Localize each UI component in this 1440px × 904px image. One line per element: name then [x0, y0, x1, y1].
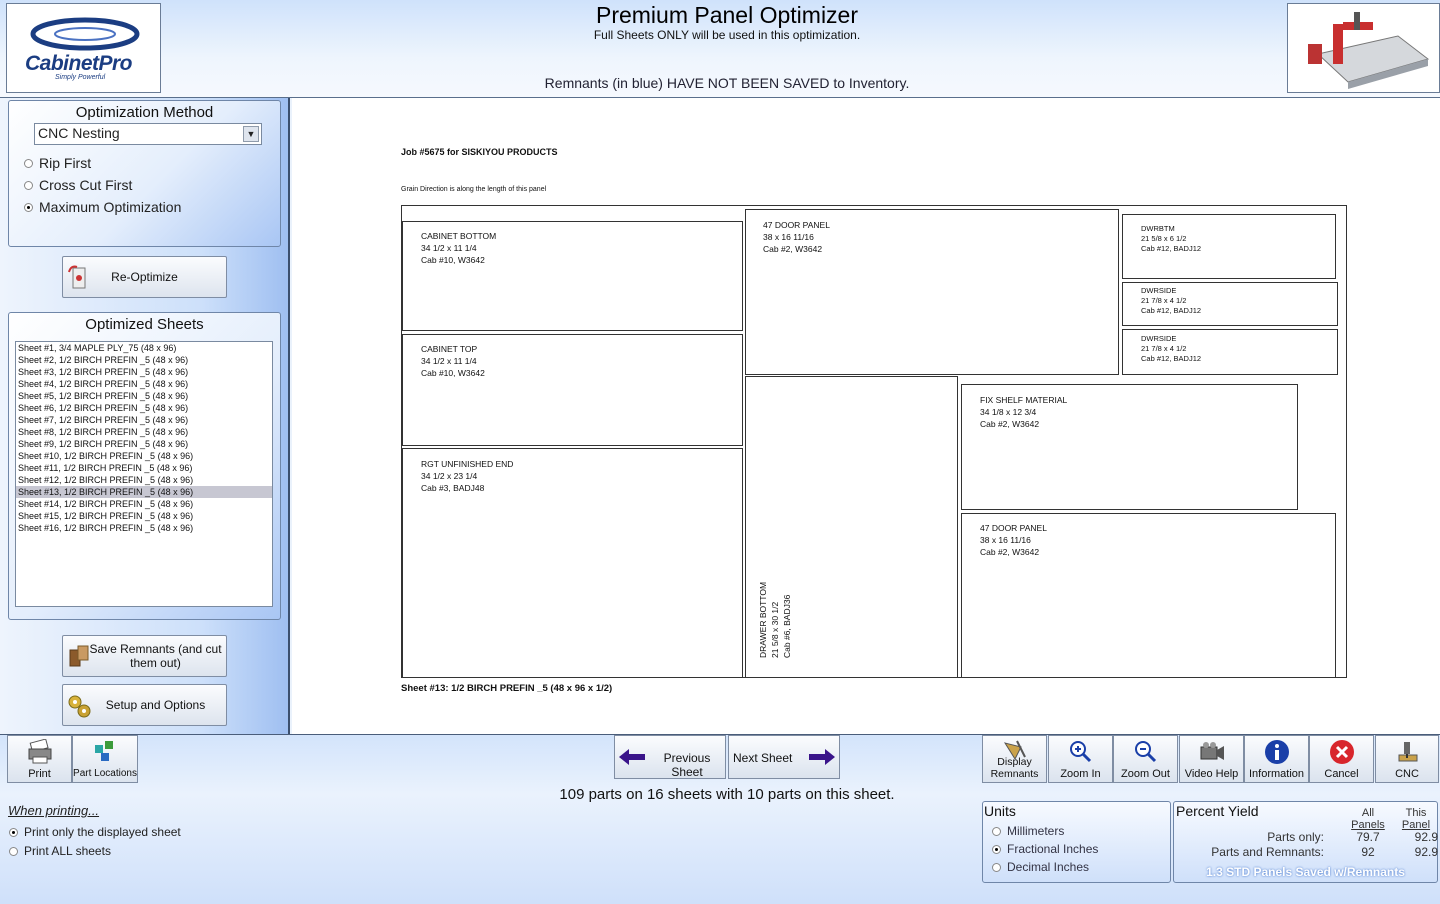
sheet-list-item[interactable]: Sheet #2, 1/2 BIRCH PREFIN _5 (48 x 96) — [18, 355, 189, 365]
part-size: 21 7/8 x 4 1/2 — [1141, 344, 1187, 353]
remnant-boards-icon — [67, 644, 91, 670]
status-summary: 109 parts on 16 sheets with 10 parts on this sheet. — [559, 786, 895, 803]
yield-col-all: All Panels — [1351, 807, 1385, 831]
info-icon — [1263, 739, 1291, 765]
setup-options-button[interactable]: Setup and Options — [62, 684, 227, 726]
cnc-machine-icon — [1288, 4, 1440, 94]
chevron-down-icon[interactable]: ▼ — [243, 126, 259, 142]
part-name: CABINET BOTTOM — [421, 231, 497, 241]
print-button[interactable]: Print — [7, 735, 72, 783]
part-size: 21 7/8 x 4 1/2 — [1141, 296, 1187, 305]
radio-millimeters[interactable]: Millimeters — [992, 824, 1064, 838]
part-size: 21 5/8 x 6 1/2 — [1141, 234, 1187, 243]
radio-icon — [992, 845, 1001, 854]
sheet-list-item[interactable]: Sheet #8, 1/2 BIRCH PREFIN _5 (48 x 96) — [18, 427, 189, 437]
grain-direction-note: Grain Direction is along the length of this panel — [401, 186, 547, 193]
part-size: 21 5/8 x 30 1/2 — [770, 601, 780, 658]
sheet-list-item[interactable]: Sheet #6, 1/2 BIRCH PREFIN _5 (48 x 96) — [18, 403, 189, 413]
cabinetpro-logo: CabinetPro Simply Powerful — [6, 3, 161, 93]
part-cab: Cab #6, BADJ36 — [782, 594, 792, 658]
page-title: Premium Panel Optimizer — [595, 2, 859, 28]
sheet-list-item[interactable]: Sheet #10, 1/2 BIRCH PREFIN _5 (48 x 96) — [18, 451, 194, 461]
part-label — [980, 394, 1067, 430]
gears-icon — [66, 693, 92, 719]
zoom-out-icon — [1132, 739, 1160, 765]
part-size: 34 1/2 x 11 1/4 — [421, 356, 477, 366]
yield-value: 92.9 — [1414, 830, 1438, 844]
close-icon — [1328, 739, 1356, 765]
part-name: 47 DOOR PANEL — [980, 523, 1047, 533]
sheet-list-item[interactable]: Sheet #9, 1/2 BIRCH PREFIN _5 (48 x 96) — [18, 439, 189, 449]
radio-icon — [992, 827, 1001, 836]
cnc-router-icon — [1393, 739, 1421, 765]
part-size: 34 1/2 x 11 1/4 — [421, 243, 477, 253]
radio-fractional-inches[interactable]: Fractional Inches — [992, 842, 1098, 856]
panels-saved-note: 1.3 STD Panels Saved w/Remnants — [1206, 865, 1405, 879]
part-name: DRAWER BOTTOM — [758, 581, 768, 658]
yield-value: 92.9 — [1414, 845, 1438, 859]
yield-row-label: Parts and Remnants: — [1211, 845, 1324, 859]
optimization-method-heading: Optimization Method — [75, 104, 214, 121]
radio-icon — [992, 863, 1001, 872]
part-cab: Cab #12, BADJ12 — [1141, 306, 1202, 315]
radio-icon — [24, 159, 33, 168]
optimization-method-select[interactable]: CNC Nesting ▼ — [34, 123, 262, 145]
part-size: 38 x 16 11/16 — [980, 535, 1031, 545]
save-remnants-button[interactable]: Save Remnants (and cut them out) — [62, 635, 227, 677]
radio-rip-first[interactable]: Rip First — [24, 155, 91, 171]
reoptimize-icon — [67, 264, 89, 290]
yield-value: 79.7 — [1356, 830, 1380, 844]
printer-icon — [26, 739, 54, 765]
when-printing-heading: When printing... — [8, 803, 100, 818]
sheet-caption: Sheet #13: 1/2 BIRCH PREFIN _5 (48 x 96 x 1/2) — [401, 683, 613, 694]
sheet-list-item[interactable]: Sheet #7, 1/2 BIRCH PREFIN _5 (48 x 96) — [18, 415, 189, 425]
sheet-list-item[interactable]: Sheet #15, 1/2 BIRCH PREFIN _5 (48 x 96) — [18, 511, 194, 521]
units-panel — [982, 801, 1171, 883]
part-label — [1141, 286, 1201, 316]
units-heading: Units — [984, 803, 1016, 819]
yield-value: 92 — [1361, 845, 1375, 859]
information-button[interactable]: Information — [1244, 735, 1309, 783]
part-label — [421, 458, 513, 494]
arrow-right-icon — [809, 749, 835, 765]
logo-swoosh-icon — [7, 4, 162, 59]
sheet-list-item[interactable]: Sheet #13, 1/2 BIRCH PREFIN _5 (48 x 96) — [16, 486, 272, 498]
part-name: CABINET TOP — [421, 344, 478, 354]
part-name: 47 DOOR PANEL — [763, 220, 830, 230]
optimized-sheets-panel — [8, 312, 281, 620]
part-label — [763, 219, 830, 255]
remnant-notice: Remnants (in blue) HAVE NOT BEEN SAVED to Inventory. — [544, 75, 910, 91]
part-label — [1141, 224, 1201, 254]
part-label — [980, 522, 1047, 558]
radio-icon — [9, 847, 18, 856]
radio-print-displayed-sheet[interactable]: Print only the displayed sheet — [9, 825, 181, 839]
percent-yield-panel — [1173, 801, 1438, 883]
percent-yield-heading: Percent Yield — [1176, 803, 1259, 819]
sheet-list-item[interactable]: Sheet #14, 1/2 BIRCH PREFIN _5 (48 x 96) — [18, 499, 194, 509]
sheet-list[interactable] — [15, 341, 273, 607]
part-label — [1141, 334, 1201, 364]
part-cab: Cab #2, W3642 — [763, 244, 823, 254]
radio-cross-cut-first[interactable]: Cross Cut First — [24, 177, 132, 193]
video-camera-icon — [1198, 739, 1226, 765]
arrow-left-icon — [619, 749, 645, 765]
part-label — [757, 582, 793, 658]
part-name: RGT UNFINISHED END — [421, 459, 514, 469]
part-size: 38 x 16 11/16 — [763, 232, 814, 242]
yield-col-this: This Panel — [1401, 807, 1431, 831]
sheet-list-item[interactable]: Sheet #5, 1/2 BIRCH PREFIN _5 (48 x 96) — [18, 391, 189, 401]
part-size: 34 1/8 x 12 3/4 — [980, 407, 1037, 417]
yield-row-label: Parts only: — [1267, 830, 1324, 844]
part-label — [421, 343, 485, 379]
part-cab: Cab #3, BADJ48 — [421, 483, 485, 493]
sheet-list-item[interactable]: Sheet #4, 1/2 BIRCH PREFIN _5 (48 x 96) — [18, 379, 189, 389]
page-subtitle: Full Sheets ONLY will be used in this optimization. — [593, 28, 861, 42]
radio-icon — [9, 828, 18, 837]
radio-print-all-sheets[interactable]: Print ALL sheets — [9, 844, 111, 858]
part-cab: Cab #2, W3642 — [980, 547, 1040, 557]
optimized-sheets-heading: Optimized Sheets — [85, 316, 204, 333]
part-name: DWRSIDE — [1141, 286, 1177, 295]
zoom-in-button[interactable]: Zoom In — [1048, 735, 1113, 783]
cnc-machine-image — [1287, 3, 1440, 93]
part-size: 34 1/2 x 23 1/4 — [421, 471, 478, 481]
part-name: DWRSIDE — [1141, 334, 1177, 343]
radio-icon — [24, 181, 33, 190]
job-title: Job #5675 for SISKIYOU PRODUCTS — [401, 147, 558, 157]
cancel-button[interactable]: Cancel — [1309, 735, 1374, 783]
zoom-in-icon — [1067, 739, 1095, 765]
part-cab: Cab #12, BADJ12 — [1141, 354, 1202, 363]
part-label — [421, 230, 496, 266]
previous-sheet-button[interactable]: Previous Sheet — [614, 735, 726, 779]
optimization-method-panel — [8, 100, 281, 247]
zoom-out-button[interactable]: Zoom Out — [1113, 735, 1178, 783]
display-remnants-button[interactable]: Display Remnants — [982, 735, 1047, 783]
part-locations-icon — [91, 739, 119, 765]
sheet-list-item[interactable]: Sheet #11, 1/2 BIRCH PREFIN _5 (48 x 96) — [18, 463, 193, 473]
part-cab: Cab #10, W3642 — [421, 255, 485, 265]
sheet-list-item[interactable]: Sheet #12, 1/2 BIRCH PREFIN _5 (48 x 96) — [18, 475, 194, 485]
sheet-list-item[interactable]: Sheet #3, 1/2 BIRCH PREFIN _5 (48 x 96) — [18, 367, 189, 377]
part-cab: Cab #10, W3642 — [421, 368, 485, 378]
sheet-list-item[interactable]: Sheet #1, 3/4 MAPLE PLY_75 (48 x 96) — [18, 343, 177, 353]
radio-maximum-optimization[interactable]: Maximum Optimization — [24, 199, 181, 215]
part-cab: Cab #2, W3642 — [980, 419, 1040, 429]
cnc-button[interactable]: CNC — [1375, 735, 1439, 783]
radio-decimal-inches[interactable]: Decimal Inches — [992, 860, 1089, 874]
part-name: DWRBTM — [1141, 224, 1175, 233]
sheet-list-item[interactable]: Sheet #16, 1/2 BIRCH PREFIN _5 (48 x 96) — [18, 523, 194, 533]
reoptimize-button[interactable]: Re-Optimize — [62, 256, 227, 298]
part-name: FIX SHELF MATERIAL — [980, 395, 1068, 405]
part-locations-button[interactable]: Part Locations — [72, 735, 138, 783]
video-help-button[interactable]: Video Help — [1179, 735, 1244, 783]
next-sheet-button[interactable]: Next Sheet — [728, 735, 840, 779]
radio-icon — [24, 203, 33, 212]
part-cab: Cab #12, BADJ12 — [1141, 244, 1202, 253]
